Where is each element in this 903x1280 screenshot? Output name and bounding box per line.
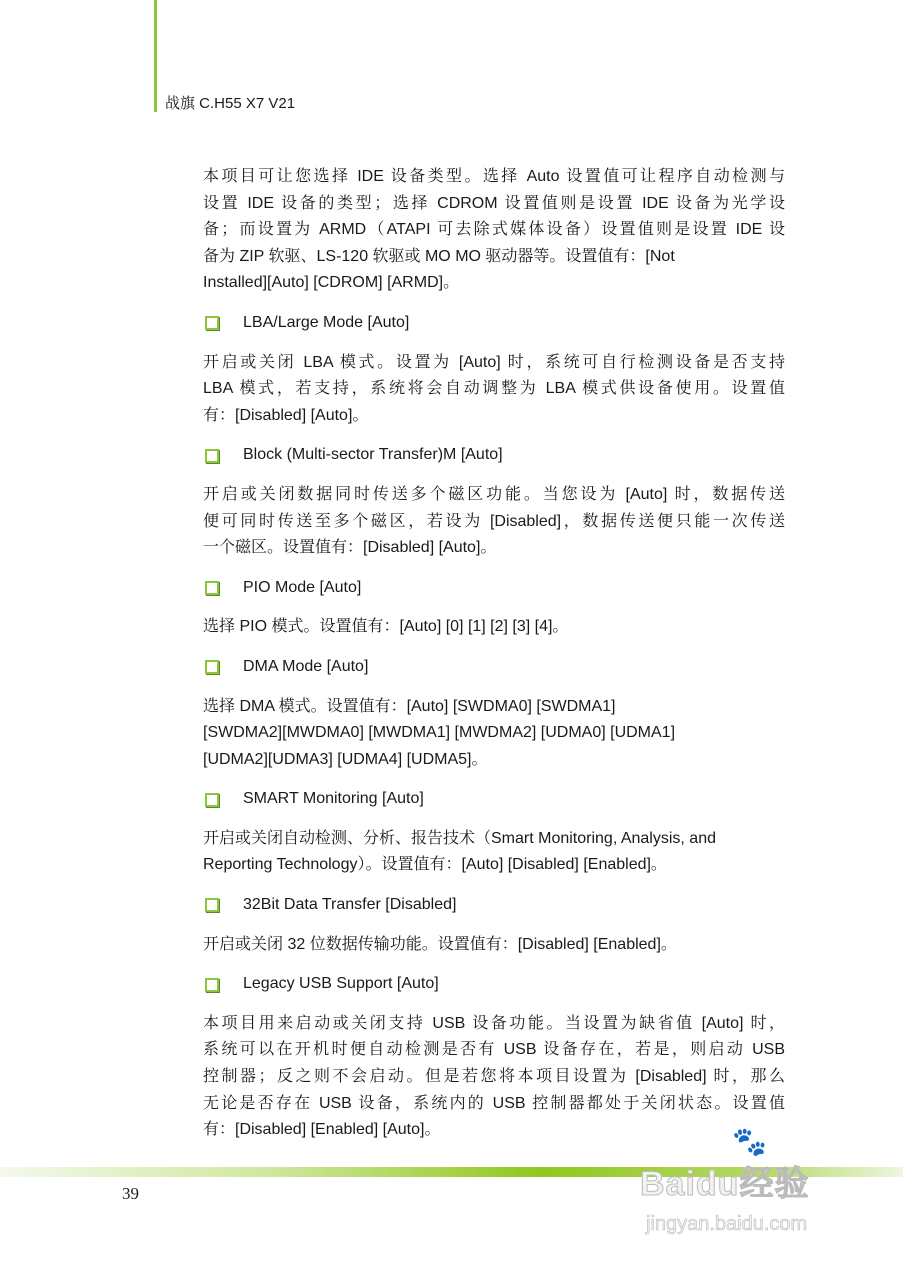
checkbox-bullet-icon <box>205 898 219 912</box>
text-line: 有：[Disabled] [Enabled] [Auto]。 <box>203 1121 441 1139</box>
paragraph <box>203 826 785 879</box>
heading-text: SMART Monitoring [Auto] <box>243 790 424 808</box>
paragraph <box>203 164 785 297</box>
text-line: 有：[Disabled] [Auto]。 <box>203 406 369 424</box>
text-line: Reporting Technology）。设置值有：[Auto] [Disabled] [Enabled]。 <box>203 856 667 874</box>
page-number: 39 <box>122 1184 139 1203</box>
text-line: 备；而设置为 ARMD（ATAPI 可去除式媒体设备）设置值则是设置 IDE 设 <box>203 221 785 239</box>
checkbox-bullet-icon <box>205 978 219 992</box>
text-line: 系统可以在开机时便自动检测是否有 USB 设备存在，若是，则启动 USB <box>203 1041 785 1059</box>
paragraph <box>203 694 785 774</box>
paragraph <box>203 1011 785 1144</box>
checkbox-bullet-icon <box>205 660 219 674</box>
text-line: 便可同时传送至多个磁区，若设为 [Disabled]，数据传送便只能一次传送 <box>203 512 785 530</box>
text-line: [UDMA2][UDMA3] [UDMA4] [UDMA5]。 <box>203 750 488 768</box>
heading-text: PIO Mode [Auto] <box>243 578 362 596</box>
checkbox-bullet-icon <box>205 793 219 807</box>
checkbox-bullet-icon <box>205 449 219 463</box>
heading-text: Block (Multi-sector Transfer)M [Auto] <box>243 446 503 464</box>
document-body <box>203 164 785 1157</box>
paragraph <box>203 350 785 430</box>
document-header-title: 战旗 C.H55 X7 V21 <box>165 95 296 112</box>
baidu-watermark <box>640 1126 880 1260</box>
text-line: 本项目用来启动或关闭支持 USB 设备功能。当设置为缺省值 [Auto] 时， <box>203 1014 785 1032</box>
heading-text: Legacy USB Support [Auto] <box>243 975 439 993</box>
text-line: 选择 DMA 模式。设置值有：[Auto] [SWDMA0] [SWDMA1] <box>203 697 616 715</box>
text-line: 开启或关闭自动检测、分析、报告技术（Smart Monitoring, Analysis, and <box>203 829 716 847</box>
text-line: 开启或关闭数据同时传送多个磁区功能。当您设为 [Auto] 时，数据传送 <box>203 485 785 503</box>
checkbox-bullet-icon <box>205 581 219 595</box>
section-heading <box>203 310 785 337</box>
text-line: 一个磁区。设置值有：[Disabled] [Auto]。 <box>203 539 497 557</box>
text-line: [SWDMA2][MWDMA0] [MWDMA1] [MWDMA2] [UDMA0] [UDMA1] <box>203 724 676 742</box>
section-heading <box>203 971 785 998</box>
text-line: 无论是否存在 USB 设备，系统内的 USB 控制器都处于关闭状态。设置值 <box>203 1094 785 1112</box>
section-heading <box>203 892 785 919</box>
heading-text: LBA/Large Mode [Auto] <box>243 313 410 331</box>
paragraph <box>203 932 785 959</box>
paw-logo-icon: 🐾 <box>732 1126 767 1157</box>
section-heading <box>203 654 785 681</box>
text-line: 设置 IDE 设备的类型；选择 CDROM 设置值则是设置 IDE 设备为光学设 <box>203 194 785 212</box>
checkbox-bullet-icon <box>205 316 219 330</box>
text-line: 本项目可让您选择 IDE 设备类型。选择 Auto 设置值可让程序自动检测与 <box>203 168 785 185</box>
paragraph <box>203 482 785 562</box>
heading-text: 32Bit Data Transfer [Disabled] <box>243 896 457 914</box>
header-accent-line <box>154 0 157 112</box>
watermark-url: jingyan.baidu.com <box>646 1213 808 1235</box>
text-line: 开启或关闭 32 位数据传输功能。设置值有：[Disabled] [Enabled]。 <box>203 935 677 953</box>
text-line: 备为 ZIP 软驱、LS-120 软驱或 MO MO 驱动器等。设置值有：[Not <box>203 247 675 265</box>
text-line: 开启或关闭 LBA 模式。设置为 [Auto] 时，系统可自行检测设备是否支持 <box>203 353 785 371</box>
section-heading <box>203 786 785 813</box>
watermark-brand: Baidu经验 <box>640 1165 810 1203</box>
section-heading <box>203 442 785 469</box>
section-heading <box>203 575 785 602</box>
text-line: 控制器；反之则不会启动。但是若您将本项目设置为 [Disabled] 时，那么 <box>203 1068 785 1086</box>
paragraph <box>203 614 785 641</box>
heading-text: DMA Mode [Auto] <box>243 657 369 675</box>
text-line: LBA 模式，若支持，系统将会自动调整为 LBA 模式供设备使用。设置值 <box>203 380 785 398</box>
text-line: Installed][Auto] [CDROM] [ARMD]。 <box>203 274 460 292</box>
text-line: 选择 PIO 模式。设置值有：[Auto] [0] [1] [2] [3] [4]。 <box>203 618 569 636</box>
